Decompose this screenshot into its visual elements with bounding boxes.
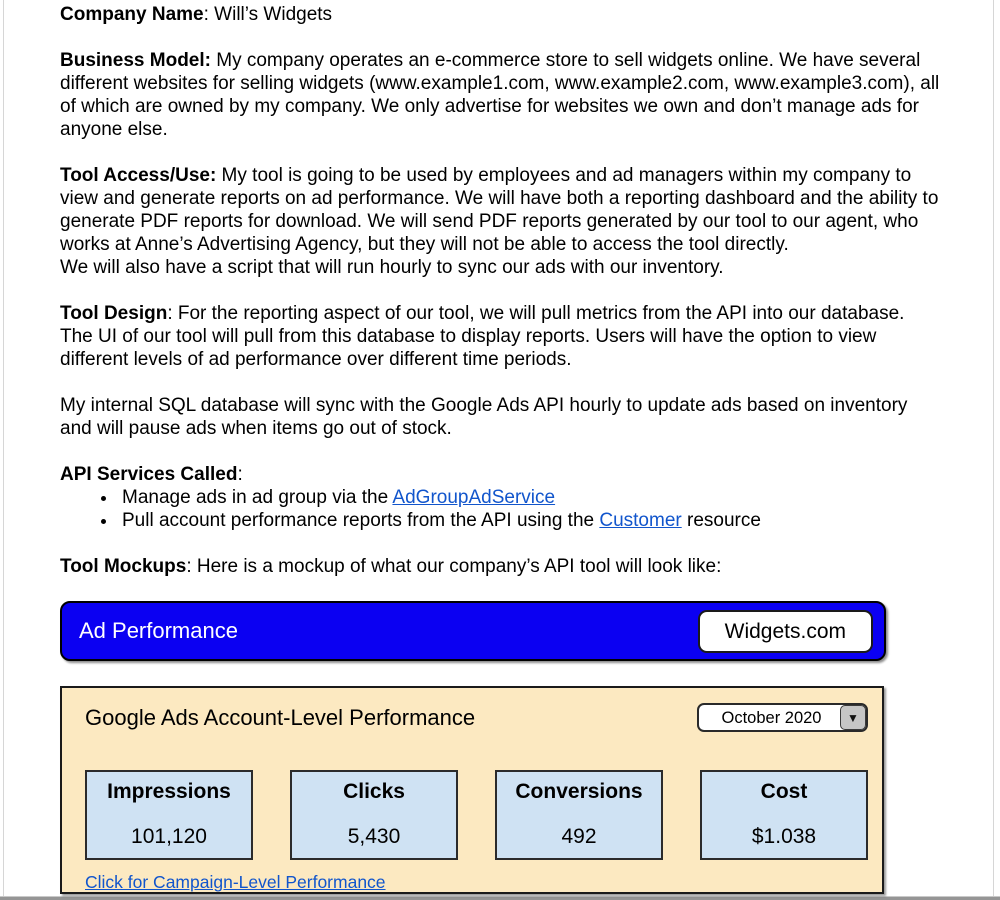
company-name-label: Company Name [60,4,204,25]
tool-access-label: Tool Access/Use: [60,165,217,186]
month-dropdown-value: October 2020 [721,708,822,727]
business-model-text: My company operates an e-commerce store to sell widgets online. We have several different websites for selling widgets (www.example1.com, www.example2.com, www.example3.com), all of which are owned by my company. We only advertise for websites we own and don’t manage ads for anyone else. [60,50,940,140]
metric-cards-row [85,770,868,860]
bullet-2-suffix: resource [681,510,761,531]
adgroupadservice-link[interactable]: AdGroupAdService [392,487,556,508]
tool-design-label: Tool Design [60,303,168,324]
list-item [118,509,940,532]
tool-design-paragraph [60,302,940,371]
tool-mockup [60,601,886,894]
metric-value: 101,120 [131,825,207,848]
account-performance-panel [60,686,884,894]
dropdown-button[interactable] [840,705,866,730]
mockup-app-bar [60,601,886,661]
tool-access-paragraph [60,164,940,279]
tool-mockups-label: Tool Mockups [60,556,187,577]
api-services-heading [60,463,940,486]
business-model-paragraph [60,49,940,141]
document-body [60,3,940,894]
company-name-paragraph [60,3,940,26]
customer-link[interactable]: Customer [599,510,682,531]
tool-mockups-text: : Here is a mockup of what our company’s API tool will look like: [186,556,722,577]
mockup-app-title: Ad Performance [79,618,238,643]
metric-card-clicks [290,770,458,860]
page-edge-right [993,0,994,896]
tool-access-line2: We will also have a script that will run hourly to sync our ads with our inventory. [60,257,724,278]
tool-design-text: : For the reporting aspect of our tool, we will pull metrics from the API into our database. The UI of our tool will pull from this database to display reports. Users will have the option to view different levels of ad performance over different time periods. [60,303,905,370]
month-dropdown[interactable] [697,703,868,732]
metric-value: 492 [561,825,597,848]
tool-access-text: My tool is going to be used by employees and ad managers within my company to view and generate reports on ad performance. We will have both a reporting dashboard and the ability to generate PDF reports for download. We will send PDF reports generated by our tool to our agent, who works at Anne’s Advertising Agency, but they will not be able to access the tool directly. [60,165,939,255]
metric-value: 5,430 [347,825,401,848]
metric-card-conversions [495,770,663,860]
site-button[interactable]: Widgets.com [698,610,873,653]
metric-card-impressions [85,770,253,860]
campaign-level-link[interactable]: Click for Campaign-Level Performance [85,872,386,892]
bullet-2-prefix: Pull account performance reports from the API using the [122,510,600,531]
dropdown-arrow-icon: ▼ [847,710,859,725]
api-services-list [60,486,940,532]
panel-title: Google Ads Account-Level Performance [85,704,476,730]
metric-label: Clicks [343,780,405,803]
api-services-colon: : [237,464,243,485]
company-name-value: : Will’s Widgets [203,4,333,25]
panel-header [85,703,868,732]
metric-value: $1.038 [751,825,817,848]
metric-label: Impressions [107,780,231,803]
metric-label: Conversions [515,780,643,803]
api-services-label: API Services Called [60,464,238,485]
tool-mockups-paragraph [60,555,940,578]
list-item [118,486,940,509]
page-edge-left [3,0,4,896]
page-bottom-strip [0,896,1000,900]
bullet-1-prefix: Manage ads in ad group via the [122,487,393,508]
metric-label: Cost [760,780,808,803]
metric-card-cost [700,770,868,860]
sql-note-paragraph: My internal SQL database will sync with the Google Ads API hourly to update ads based on inventory and will pause ads when items go out of stock. [60,395,908,439]
business-model-label: Business Model: [60,50,211,71]
